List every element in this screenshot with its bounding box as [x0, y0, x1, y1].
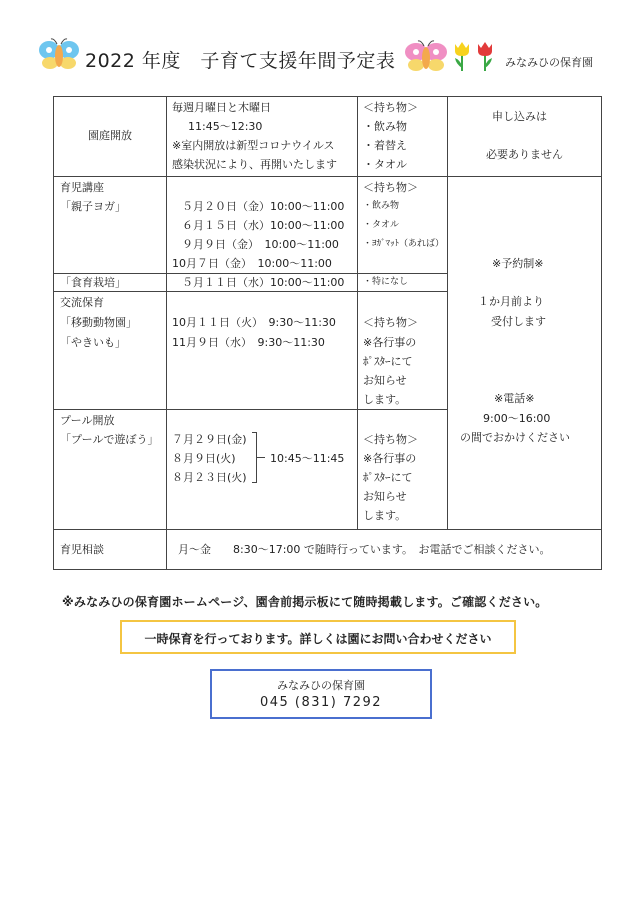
shokuiku-date: ５月１１日（水）10:00～11:00 [182, 276, 345, 289]
reserve-line: ※電話※ [494, 392, 535, 405]
garden-item: ・飲み物 [363, 120, 407, 133]
page-title: 2022 年度 子育て支援年間予定表 [85, 50, 396, 72]
pool-item: ※各行事の [363, 452, 417, 465]
pool-item: します。 [363, 509, 407, 522]
temporary-care-box [120, 620, 516, 654]
pool-date: ８月９日(火) [172, 452, 236, 465]
pool-item: お知らせ [363, 490, 407, 503]
pool-date: ８月２３日(火) [172, 471, 247, 484]
school-name: みなみひの保育園 [505, 56, 593, 69]
garden-item: ・タオル [363, 158, 407, 171]
contact-name: みなみひの保育園 [277, 679, 365, 692]
pool-date: ７月２９日(金) [172, 433, 247, 446]
ikuji-date: 10月７日（金） 10:00～11:00 [172, 257, 332, 270]
butterfly-blue-icon [38, 38, 80, 72]
koryu-date: 10月１１日（火） 9:30～11:30 [172, 316, 336, 329]
contact-phone[interactable]: 045 (831) 7292 [259, 695, 383, 710]
koryu-item: します。 [363, 393, 407, 406]
reserve-line: １か月前より [478, 295, 544, 308]
garden-item: ・着替え [363, 139, 407, 152]
garden-sched-line: 11:45～12:30 [188, 120, 263, 133]
reserve-line: ※予約制※ [492, 257, 544, 270]
garden-note: 申し込みは [492, 110, 547, 123]
koryu-item: お知らせ [363, 374, 407, 387]
soudan-text: 月～金 8:30～17:00 で随時行っています。 お電話でご相談ください。 [178, 543, 551, 556]
temporary-care-text: 一時保育を行っております。詳しくは園にお問い合わせください [144, 632, 492, 646]
pool-time: 10:45～11:45 [270, 452, 345, 465]
ikuji-item: ・ﾖｶﾞﾏｯﾄ（あれば） [363, 239, 445, 249]
koryu-item: ﾎﾟｽﾀｰにて [363, 355, 413, 368]
koryu-label: 「やきいも」 [60, 336, 126, 349]
footer-note: ※みなみひの保育園ホームページ、園舎前掲示板にて随時掲載します。ご確認ください。 [62, 595, 548, 609]
pool-item: ＜持ち物＞ [363, 433, 418, 446]
garden-sched-line: ※室内開放は新型コロナウイルス [172, 139, 335, 152]
koryu-label: 交流保育 [60, 296, 104, 309]
ikuji-item: ・タオル [363, 220, 400, 230]
pool-label: 「プールで遊ぼう」 [60, 433, 159, 446]
shokuiku-label: 「食育栽培」 [60, 276, 126, 289]
soudan-label: 育児相談 [60, 543, 104, 556]
garden-label: 園庭開放 [88, 129, 132, 142]
reserve-line: 9:00～16:00 [483, 412, 551, 425]
butterfly-pink-icon [404, 40, 448, 74]
reserve-line: 受付します [491, 315, 546, 328]
reserve-line: の間でおかけください [460, 431, 570, 444]
shokuiku-item: ・特になし [363, 277, 409, 287]
tulip-red-icon [475, 40, 495, 72]
garden-item: ＜持ち物＞ [363, 101, 418, 114]
koryu-date: 11月９日（水） 9:30～11:30 [172, 336, 325, 349]
ikuji-date: ９月９日（金） 10:00～11:00 [182, 238, 339, 251]
garden-sched-line: 感染状況により、再開いたします [172, 158, 337, 171]
ikuji-label: 「親子ヨガ」 [60, 200, 126, 213]
tulip-yellow-icon [452, 40, 472, 72]
koryu-item: ※各行事の [363, 336, 417, 349]
koryu-label: 「移動動物園」 [60, 316, 137, 329]
koryu-item: ＜持ち物＞ [363, 316, 418, 329]
garden-note: 必要ありません [486, 148, 563, 161]
ikuji-item: ・飲み物 [363, 201, 400, 211]
pool-item: ﾎﾟｽﾀｰにて [363, 471, 413, 484]
ikuji-label: 育児講座 [60, 181, 104, 194]
ikuji-date: ５月２０日（金）10:00～11:00 [182, 200, 345, 213]
ikuji-date: ６月１５日（水）10:00～11:00 [182, 219, 345, 232]
ikuji-item: ＜持ち物＞ [363, 181, 418, 194]
contact-box [210, 669, 432, 719]
pool-label: プール開放 [60, 414, 115, 427]
garden-sched-line: 毎週月曜日と木曜日 [172, 101, 271, 114]
